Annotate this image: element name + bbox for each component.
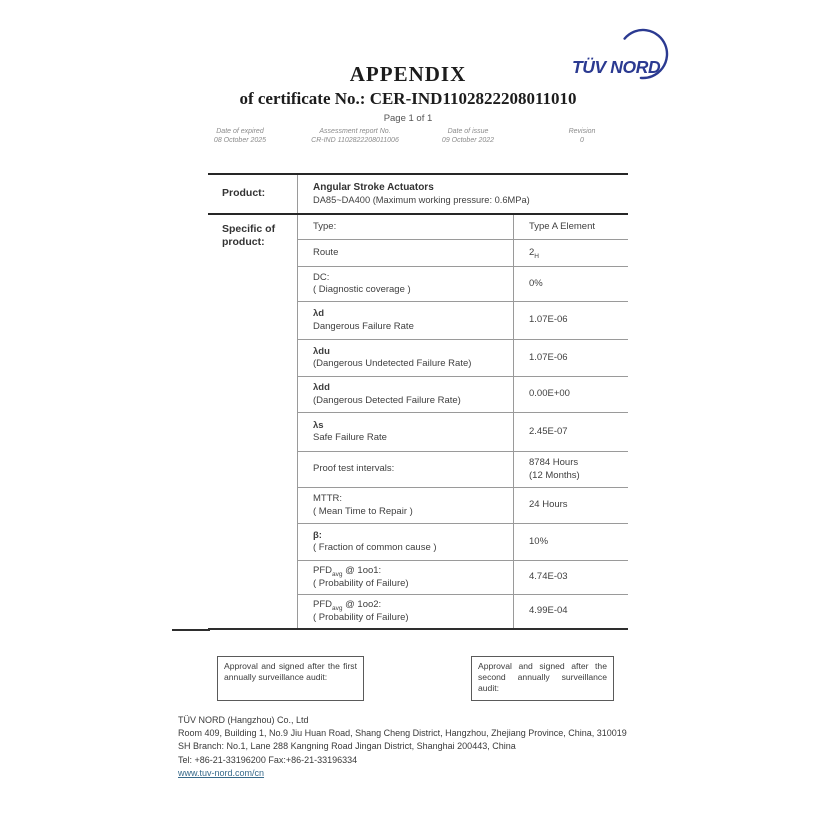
parameter-value-cell xyxy=(513,340,628,376)
parameter-name-cell xyxy=(298,240,513,266)
meta-date-issue xyxy=(423,128,513,145)
specific-section xyxy=(208,215,628,628)
parameter-description: ( Fraction of common cause ) xyxy=(313,542,437,553)
footer-tel-fax: Tel: +86-21-33196200 Fax:+86-21-33196334 xyxy=(178,754,358,765)
parameter-description: ( Probability of Failure) xyxy=(313,611,409,623)
parameter-name: λd xyxy=(313,308,325,319)
parameter-name-cell xyxy=(298,595,513,628)
parameter-name: $PFD_{avg}$ @ 1oo1: xyxy=(313,565,382,578)
table-row xyxy=(298,215,628,240)
table-row xyxy=(298,561,628,595)
parameter-name-cell xyxy=(298,413,513,451)
meta-label: Revision xyxy=(568,128,596,135)
parameter-value-cell xyxy=(513,302,628,339)
parameter-description: (Dangerous Detected Failure Rate) xyxy=(313,394,461,406)
parameter-value: 0.00E+00 xyxy=(529,388,570,400)
parameter-description: ( Probability of Failure) xyxy=(313,577,409,589)
meta-value: CR-IND 1102822208011006 xyxy=(311,136,399,144)
parameter-name: Route xyxy=(313,246,339,258)
parameter-name: Type: xyxy=(313,220,337,232)
table-row xyxy=(298,267,628,302)
parameter-description: ( Mean Time to Repair ) xyxy=(313,505,413,517)
footer-address-2: SH Branch: No.1, Lane 288 Kangning Road Jingan District, Shanghai 200443, China xyxy=(178,741,516,752)
parameter-name-cell xyxy=(298,267,513,301)
approval-box-first-audit xyxy=(217,656,364,701)
meta-revision xyxy=(552,128,612,145)
parameter-value: $2_H$ xyxy=(529,246,539,260)
footer-company: TÜV NORD (Hangzhou) Co., Ltd xyxy=(178,715,309,725)
parameter-description: Safe Failure Rate xyxy=(313,432,387,443)
meta-label: Date of issue xyxy=(447,128,489,135)
product-row xyxy=(208,175,628,215)
product-name: Angular Stroke Actuators xyxy=(313,182,434,193)
table-row xyxy=(298,595,628,628)
parameter-name-cell xyxy=(298,377,513,412)
meta-label: Assessment report No. xyxy=(319,128,391,135)
parameter-value: 10% xyxy=(529,535,549,547)
parameter-name: λs xyxy=(313,419,324,431)
table-row xyxy=(298,413,628,452)
parameter-value: 1.07E-06 xyxy=(529,351,568,363)
table-row xyxy=(298,488,628,524)
table-row xyxy=(298,377,628,413)
parameter-name: DC: xyxy=(313,271,330,283)
parameter-name-cell xyxy=(298,452,513,487)
parameter-value-cell xyxy=(513,215,628,239)
parameter-value-cell xyxy=(513,595,628,628)
parameter-name: MTTR: xyxy=(313,493,343,504)
page-title: APPENDIX xyxy=(349,62,467,86)
approval-box-second-audit xyxy=(471,656,614,701)
table-row xyxy=(298,340,628,377)
parameter-value-cell xyxy=(513,377,628,412)
parameter-name-cell xyxy=(298,215,513,239)
parameter-value-cell xyxy=(513,413,628,451)
parameter-description: ( Diagnostic coverage ) xyxy=(313,284,411,295)
product-description: DA85~DA400 (Maximum working pressure: 0.6MPa) xyxy=(313,195,530,205)
tuv-nord-logo xyxy=(568,26,683,88)
parameter-value: 4.99E-04 xyxy=(529,605,568,617)
parameter-name: Proof test intervals: xyxy=(313,463,395,475)
meta-assessment-report xyxy=(290,128,420,145)
product-label: Product: xyxy=(208,175,298,213)
parameter-value: 1.07E-06 xyxy=(529,314,568,326)
meta-value: 0 xyxy=(580,136,584,144)
parameter-value-cell xyxy=(513,524,628,560)
parameter-value-cell xyxy=(513,267,628,301)
logo-text: TÜV NORD xyxy=(572,57,661,77)
page-number: Page 1 of 1 xyxy=(383,113,433,124)
parameter-name-cell xyxy=(298,488,513,523)
parameter-value-cell xyxy=(513,561,628,594)
parameter-value-line2: (12 Months) xyxy=(529,469,580,481)
parameter-value-cell xyxy=(513,488,628,523)
footer-address-1: Room 409, Building 1, No.9 Jiu Huan Road, Shang Cheng District, Hangzhou, Zhejiang Province, China, 310019 xyxy=(178,728,627,739)
specific-rows xyxy=(298,215,628,628)
parameter-name: λdu xyxy=(313,345,330,357)
product-content xyxy=(298,175,628,213)
certificate-number: of certificate No.: CER-IND1102822208011010 xyxy=(239,89,577,108)
meta-value: 08 October 2025 xyxy=(213,136,267,144)
table-row xyxy=(298,524,628,561)
parameter-value-cell xyxy=(513,452,628,487)
parameter-value-cell xyxy=(513,240,628,266)
table-row xyxy=(298,302,628,340)
specific-label: Specific of product: xyxy=(208,215,298,628)
parameter-name: λdd xyxy=(313,382,330,393)
table-bottom-rule-extension xyxy=(172,629,210,631)
header xyxy=(0,62,816,124)
table-row xyxy=(298,452,628,488)
parameter-value: 4.74E-03 xyxy=(529,571,568,583)
parameter-name-cell xyxy=(298,561,513,594)
parameter-value: 0% xyxy=(529,277,543,289)
parameter-name-cell xyxy=(298,340,513,376)
footer xyxy=(178,714,658,780)
approval-text: Approval and signed after the first annually surveillance audit: xyxy=(224,661,357,682)
parameter-description: (Dangerous Undetected Failure Rate) xyxy=(313,358,472,369)
parameter-name: $PFD_{avg}$ @ 1oo2: xyxy=(313,599,382,612)
parameter-value: Type A Element xyxy=(529,220,596,232)
parameter-description: Dangerous Failure Rate xyxy=(313,320,414,332)
meta-value: 09 October 2022 xyxy=(441,136,495,144)
website-link[interactable]: www.tuv-nord.com/cn xyxy=(178,767,265,778)
meta-label: Date of expired xyxy=(216,128,264,135)
certificate-data-table xyxy=(208,173,628,630)
parameter-value: 24 Hours xyxy=(529,499,568,511)
approval-text: Approval and signed after the second annually surveillance audit: xyxy=(478,661,607,693)
table-row xyxy=(298,240,628,267)
parameter-name-cell xyxy=(298,302,513,339)
parameter-value: 8784 Hours xyxy=(529,457,579,468)
meta-date-expired xyxy=(195,128,285,145)
parameter-value: 2.45E-07 xyxy=(529,425,568,437)
parameter-name: β: xyxy=(313,529,322,541)
parameter-name-cell xyxy=(298,524,513,560)
